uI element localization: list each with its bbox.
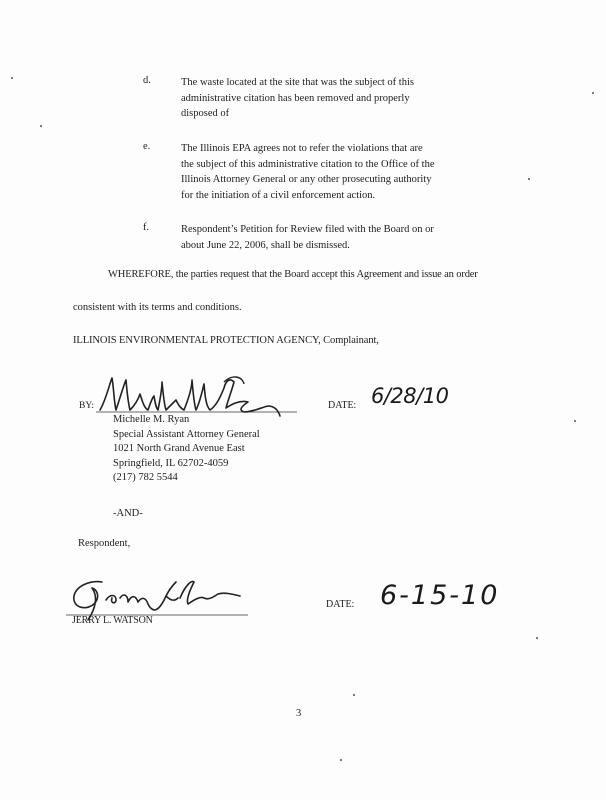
complainant-signer-block bbox=[113, 413, 260, 486]
scan-speck bbox=[528, 178, 530, 180]
signer-city: Springfield, IL 62702-4059 bbox=[113, 457, 229, 469]
complainant-date-label: DATE: bbox=[328, 400, 357, 411]
scan-speck bbox=[536, 637, 538, 639]
complainant-date-handwritten: 6/28/10 bbox=[371, 384, 449, 408]
wherefore-line-2: consistent with its terms and conditions. bbox=[73, 302, 242, 313]
item-d-line: disposed of bbox=[181, 108, 230, 119]
signer-street: 1021 North Grand Avenue East bbox=[113, 443, 245, 454]
item-f-line: Respondent’s Petition for Review filed with the Board on or bbox=[181, 224, 434, 235]
signer-phone: (217) 782 5544 bbox=[113, 472, 178, 483]
item-letter-d: d. bbox=[143, 75, 151, 86]
item-e-text bbox=[181, 141, 466, 203]
by-label: BY: bbox=[79, 401, 94, 411]
scan-speck bbox=[11, 77, 13, 79]
scan-speck bbox=[574, 420, 576, 422]
page-number: 3 bbox=[296, 708, 302, 719]
scan-speck bbox=[592, 92, 594, 94]
complainant-heading: ILLINOIS ENVIRONMENTAL PROTECTION AGENCY, Complainant, bbox=[73, 335, 379, 346]
signer-title: Special Assistant Attorney General bbox=[113, 428, 260, 440]
scan-speck bbox=[40, 125, 42, 127]
respondent-date-handwritten: 6-15-10 bbox=[380, 580, 500, 611]
item-letter-e: e. bbox=[143, 141, 151, 152]
item-f-text bbox=[181, 222, 466, 253]
item-f-line: about June 22, 2006, shall be dismissed. bbox=[181, 239, 350, 251]
scan-speck bbox=[353, 694, 355, 696]
item-e-line: for the initiation of a civil enforcement action. bbox=[181, 189, 376, 201]
respondent-date-label: DATE: bbox=[326, 599, 355, 610]
scan-speck bbox=[340, 759, 342, 761]
and-separator: -AND- bbox=[113, 508, 143, 519]
item-e-line: Illinois Attorney General or any other prosecuting authority bbox=[181, 174, 432, 185]
item-e-line: the subject of this administrative citation to the Office of the bbox=[181, 158, 435, 170]
wherefore-line-1: WHEREFORE, the parties request that the Board accept this Agreement and issue an order bbox=[108, 269, 478, 280]
item-d-text bbox=[181, 75, 466, 122]
item-d-line: administrative citation has been removed and properly bbox=[181, 92, 410, 104]
respondent-heading: Respondent, bbox=[78, 538, 131, 549]
item-e-line: The Illinois EPA agrees not to refer the violations that are bbox=[181, 143, 423, 154]
item-letter-f: f. bbox=[143, 222, 150, 233]
respondent-name: JERRY L. WATSON bbox=[72, 615, 153, 626]
item-d-line: The waste located at the site that was the subject of this bbox=[181, 77, 414, 88]
signer-name: Michelle M. Ryan bbox=[113, 414, 190, 425]
